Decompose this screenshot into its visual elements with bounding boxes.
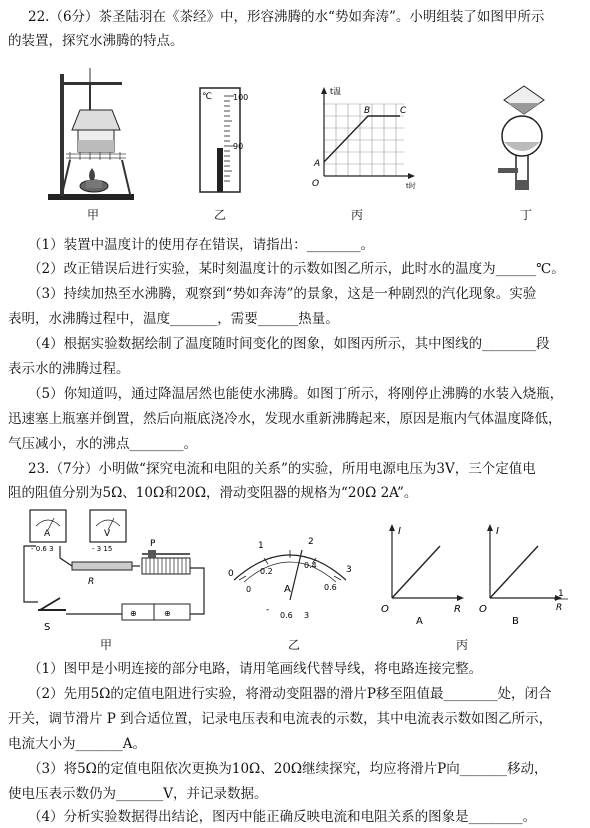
fig-q23-graph-b <box>476 522 576 626</box>
ammeter-terminals: - 0.6 3 <box>31 545 54 553</box>
meter-term-06: 0.6 <box>280 611 293 620</box>
q22-sub3-line2: 表明，水沸腾过程中，温度_______，需要______热量。 <box>8 311 339 327</box>
q22-intro-line2: 的装置，探究水沸腾的特点。 <box>8 33 184 49</box>
meter-top-3: 3 <box>346 565 352 575</box>
graph-y-label: t温 <box>330 87 342 96</box>
graph-a-x-label: R <box>454 604 461 615</box>
meter-top-0: 0 <box>228 569 234 579</box>
meter-bottom-02: 0.2 <box>260 567 273 576</box>
meter-bottom-0: 0 <box>246 585 252 594</box>
meter-bottom-06: 0.6 <box>324 583 337 592</box>
fig23-label-jia: 甲 <box>99 638 112 652</box>
fig-q23-graph-a <box>378 522 468 626</box>
fig-label-bing: 丙 <box>350 208 363 222</box>
ammeter-symbol: A <box>44 529 51 539</box>
fig-label-jia: 甲 <box>86 208 99 222</box>
fig-q23-circuit <box>14 506 214 634</box>
slider-label: P <box>150 539 156 549</box>
resistor-label: R <box>88 577 95 587</box>
fig-label-yi: 乙 <box>213 208 226 222</box>
q22-sub1: （1）装置中温度计的使用存在错误，请指出：________。 <box>28 237 375 253</box>
thermo-tick-100: 100 <box>233 93 249 102</box>
q23-sub2-line1: （2）先用5Ω的定值电阻进行实验，将滑动变阻器的滑片P移至阻值最________处，闭合 <box>28 686 552 702</box>
q22-sub5-line2: 迅速塞上瓶塞并倒置，然后向瓶底浇冷水，发现水重新沸腾起来，原因是瓶内气体温度降低， <box>8 411 562 427</box>
q22-sub4-line2: 表示水的沸腾过程。 <box>8 361 130 377</box>
q22-sub2: （2）改正错误后进行实验，某时刻温度计的示数如图乙所示，此时水的温度为______℃。 <box>28 261 565 277</box>
fig-q22-graph <box>308 84 418 194</box>
q22-intro-line1: 22.（6分）茶圣陆羽在《茶经》中，形容沸腾的水“势如奔涛”。小明组装了如图甲所示 <box>28 9 545 25</box>
thermo-unit: ℃ <box>202 92 213 102</box>
meter-bottom-04: 0.4 <box>304 561 317 570</box>
graph-point-a: A <box>314 159 321 169</box>
fig23-label-bing: 丙 <box>455 638 468 652</box>
fig-q23-meter <box>220 528 360 624</box>
graph-b-x-den: R <box>556 603 563 613</box>
graph-point-c: C <box>400 106 407 116</box>
q23-sub2-line2: 开关，调节滑片 P 到合适位置，记录电压表和电流表的示数，其中电流表示数如图乙所示， <box>8 711 553 727</box>
thermo-tick-90: 90 <box>233 142 244 151</box>
fig-q22-thermometer <box>190 86 250 196</box>
meter-top-2: 2 <box>308 537 314 547</box>
fig-label-ding: 丁 <box>519 208 532 222</box>
q22-sub4-line1: （4）根据实验数据绘制了温度随时间变化的图象，如图丙所示，其中图线的________段 <box>28 336 550 352</box>
graph-b-x-num: 1 <box>558 589 564 599</box>
graph-b-y-label: I <box>496 526 499 537</box>
meter-unit: A <box>284 584 291 595</box>
graph-a-origin: O <box>381 604 389 615</box>
graph-a-y-label: I <box>398 526 401 537</box>
q23-intro-line2: 阻的阻值分别为5Ω、10Ω和20Ω，滑动变阻器的规格为“20Ω 2A”。 <box>8 485 418 501</box>
voltmeter-symbol: V <box>104 529 111 539</box>
fig-q22-apparatus <box>40 68 140 204</box>
battery-plus-2: ⊕ <box>164 609 171 618</box>
q23-sub4: （4）分析实验数据得出结论，图丙中能正确反映电流和电阻关系的图象是________。 <box>28 809 537 825</box>
meter-term-3: 3 <box>304 611 310 620</box>
graph-point-b: B <box>364 106 371 116</box>
fig23-label-yi: 乙 <box>287 638 300 652</box>
graph-b-label: B <box>512 616 519 626</box>
q22-sub5-line3: 气压减小，水的沸点________。 <box>8 436 197 452</box>
q23-sub3-line1: （3）将5Ω的定值电阻依次更换为10Ω、20Ω继续探究，均应将滑片P向_______移动， <box>28 761 548 777</box>
battery-plus-1: ⊕ <box>130 609 137 618</box>
graph-b-origin: O <box>479 604 487 615</box>
q23-sub3-line2: 使电压表示数仍为_______V，并记录数据。 <box>8 786 268 802</box>
meter-top-1: 1 <box>258 541 264 551</box>
q23-sub1: （1）图甲是小明连接的部分电路，请用笔画线代替导线，将电路连接完整。 <box>28 661 483 677</box>
meter-term-minus: - <box>266 605 270 615</box>
q23-intro-line1: 23.（7分）小明做“探究电流和电阻的关系”的实验，所用电源电压为3V，三个定值电 <box>28 461 536 477</box>
q22-sub5-line1: （5）你知道吗，通过降温居然也能使水沸腾。如图丁所示，将刚停止沸腾的水装入烧瓶， <box>28 386 564 402</box>
q22-sub3-line1: （3）持续加热至水沸腾，观察到“势如奔涛”的景象，这是一种剧烈的汽化现象。实验 <box>28 286 537 302</box>
switch-label: S <box>44 622 51 633</box>
graph-origin: O <box>312 179 320 189</box>
fig-q22-flask <box>486 84 566 194</box>
graph-x-label: t时 <box>406 182 416 190</box>
voltmeter-terminals: - 3 15 <box>92 545 113 553</box>
graph-a-label: A <box>416 616 423 626</box>
q23-sub2-line3: 电流大小为_______A。 <box>8 736 146 752</box>
